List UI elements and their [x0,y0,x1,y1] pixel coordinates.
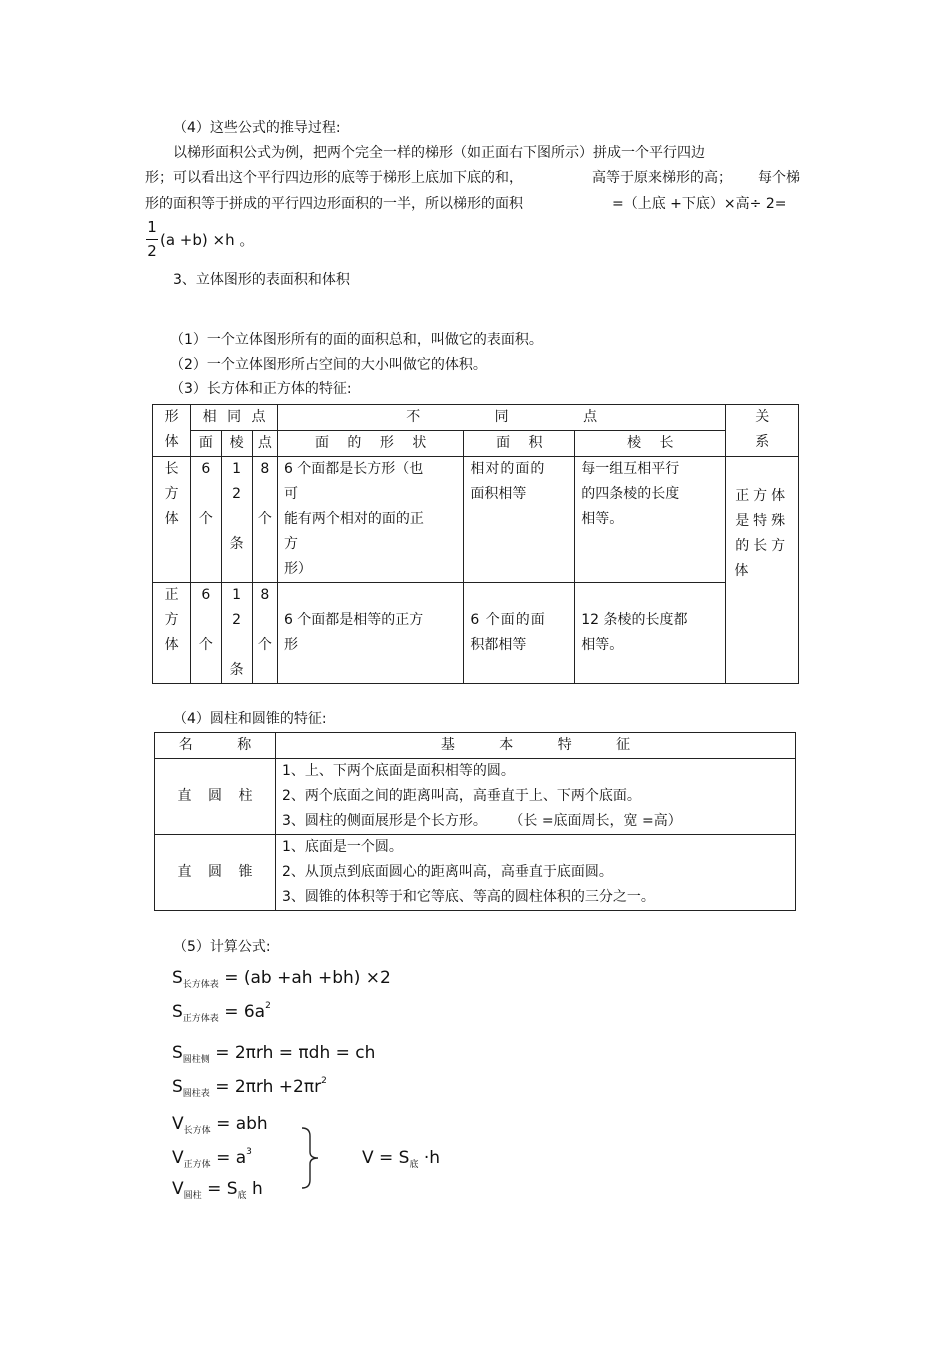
cuboid-face-count [191,457,221,583]
right-brace-icon [298,1126,322,1190]
formula-cube-volume [172,1147,252,1170]
cylinder-feature-1: 1、上、下两个底面是面积相等的圆。 [282,763,515,779]
header-face-shape: 面 的 形 状 [277,431,463,457]
cuboid-vertex-count [252,457,277,583]
formula-7-base-subscript: 底 [237,1191,247,1201]
header-shape [153,405,191,457]
cuboid-name-char-1: 长 [164,461,179,477]
derivation-line-3b: =（上底 +下底）×高÷ 2= [612,196,787,212]
cuboid-cube-table [152,404,799,684]
volume-symbol: V [172,1114,184,1134]
volume-symbol: V [172,1179,184,1199]
table-row-cylinder [155,759,796,835]
formula-cuboid-surface [172,968,391,990]
formula-5-rhs: = abh [216,1114,268,1134]
header-edge: 棱 [221,431,252,457]
cube-length-line-1: 12 条棱的长度都 [581,612,688,628]
header-different-points: 不 同 点 [277,405,725,431]
trapezoid-formula-tail: (a +b) ×h 。 [160,231,255,249]
cone-feature-3: 3、圆锥的体积等于和它等底、等高的圆柱体积的三分之一。 [282,889,655,905]
cube-face-shape [277,583,463,684]
formula-1-rhs: = (ab +ah +bh) ×2 [224,968,391,988]
derivation-line-1: 以梯形面积公式为例，把两个完全一样的梯形（如正面右下图所示）拼成一个平行四边 [173,145,705,161]
cube-edge-count [221,583,252,684]
formulas-title: （5）计算公式: [173,939,271,955]
formula-2-exponent: 2 [265,1001,271,1011]
cube-vertex-unit: 个 [257,637,272,653]
cube-vertex-number: 8 [260,587,270,603]
derivation-line-2a: 形；可以看出这个平行四边形的底等于梯形上底加下底的和， [145,170,523,186]
derivation-heading: （4）这些公式的推导过程: [173,120,341,136]
formula-8-lhs: V = S [362,1148,410,1168]
header-basic-features: 基 本 特 征 [276,733,796,759]
formula-7-subscript: 圆柱 [183,1191,202,1201]
cube-shape-line-1: 6 个面都是相等的正方 [283,612,424,628]
volume-symbol: V [172,1148,184,1168]
cube-name-char-2: 方 [164,612,179,628]
header-edge-length: 棱 长 [575,431,726,457]
header-name: 名 称 [155,733,276,759]
cuboid-face-area [464,457,575,583]
cone-name: 直 圆 锥 [155,835,276,911]
cuboid-shape-line-2: 可 [283,486,298,502]
cube-vertex-count [252,583,277,684]
cuboid-shape-line-5: 形） [283,561,312,577]
fraction-numerator: 1 [147,218,157,236]
formula-6-exponent: 3 [246,1147,252,1157]
relation-line-4: 体 [734,563,753,579]
formula-cylinder-lateral [172,1043,376,1065]
table-row-cone [155,835,796,911]
cuboid-face-number: 6 [201,461,211,477]
cube-length-line-2: 相等。 [581,637,624,653]
formula-cube-surface [172,1001,271,1024]
header-relation-char-1: 关 [755,409,770,425]
cuboid-vertex-unit: 个 [257,511,272,527]
surface-symbol: S [172,968,183,988]
cube-edge-digit-2: 2 [232,612,242,628]
cube-edge-length [575,583,726,684]
cuboid-shape-line-4: 方 [283,536,298,552]
relation-line-1: 正方体 [735,488,790,504]
cylinder-cone-table [154,732,796,911]
cube-edge-unit: 条 [229,662,244,678]
cuboid-name [153,457,191,583]
formula-general-volume [362,1148,441,1170]
cuboid-edge-digit-1: 1 [232,461,242,477]
cylinder-cone-features-title: （4）圆柱和圆锥的特征: [173,711,327,727]
cuboid-shape-line-1: 6 个面都是长方形（也 [283,461,424,477]
cuboid-edge-length [575,457,726,583]
fraction-bar [146,239,158,240]
table-row-cuboid [153,457,799,583]
cube-area-line-2: 积都相等 [470,637,527,653]
formula-8-subscript: 底 [409,1160,419,1170]
formula-2-rhs: = 6a [224,1002,266,1022]
header-face: 面 [191,431,221,457]
cuboid-edge-unit: 条 [229,536,244,552]
derivation-line-2c: 每个梯 [758,170,800,186]
header-same-points: 相 同 点 [191,405,278,431]
surface-symbol: S [172,1077,183,1097]
formula-3-rhs: = 2πrh = πdh = ch [215,1043,376,1063]
cuboid-edge-count [221,457,252,583]
formula-6-rhs: = a [216,1148,247,1168]
relation-cell [726,457,799,684]
cone-features [276,835,796,911]
formula-4-exponent: 2 [321,1076,327,1086]
formula-6-subscript: 正方体 [183,1160,211,1170]
cube-name-char-1: 正 [164,587,179,603]
header-relation-char-2: 系 [755,434,770,450]
formula-cylinder-volume [172,1179,263,1201]
cuboid-length-line-3: 相等。 [581,511,624,527]
cube-face-number: 6 [201,587,211,603]
cuboid-name-char-3: 体 [164,511,179,527]
cube-area-line-1: 6 个面的面 [470,612,546,628]
formula-cylinder-surface [172,1076,327,1099]
header-face-area: 面 积 [464,431,575,457]
cuboid-name-char-2: 方 [164,486,179,502]
cylinder-name: 直 圆 柱 [155,759,276,835]
derivation-line-3a: 形的面积等于拼成的平行四边形面积的一半，所以梯形的面积 [145,196,523,212]
cuboid-area-line-1: 相对的面的 [470,461,546,477]
cube-face-area [464,583,575,684]
formula-2-subscript: 正方体表 [182,1014,219,1024]
relation-line-2: 是特殊 [735,513,790,529]
cube-face-count [191,583,221,684]
surface-area-definition: （1）一个立体图形所有的面的面积总和，叫做它的表面积。 [170,332,543,348]
formula-cuboid-volume [172,1114,268,1136]
header-shape-char-2: 体 [164,434,179,450]
header-vertex: 点 [252,431,277,457]
cylinder-features [276,759,796,835]
surface-symbol: S [172,1043,183,1063]
cuboid-length-line-2: 的四条棱的长度 [581,486,680,502]
derivation-line-2b: 高等于原来梯形的高； [592,170,732,186]
cylinder-feature-3-note: （长 =底面周长，宽 =高） [509,813,682,829]
formula-7-end: h [251,1179,263,1199]
cuboid-shape-line-3: 能有两个相对的面的正 [283,511,424,527]
cuboid-edge-digit-2: 2 [232,486,242,502]
relation-line-3: 的长方 [735,538,790,554]
formula-7-rhs: = S [207,1179,238,1199]
surface-symbol: S [172,1002,183,1022]
cube-name [153,583,191,684]
formula-1-subscript: 长方体表 [182,980,219,990]
header-relation [726,405,799,457]
cone-feature-1: 1、底面是一个圆。 [282,839,403,855]
cube-face-unit: 个 [198,637,213,653]
section-3-title: 3、立体图形的表面积和体积 [173,272,350,288]
fraction-denominator: 2 [147,242,157,260]
formula-3-subscript: 圆柱侧 [182,1055,210,1065]
header-shape-char-1: 形 [164,409,179,425]
formula-5-subscript: 长方体 [183,1126,211,1136]
cuboid-area-line-2: 面积相等 [470,486,527,502]
cube-name-char-3: 体 [164,637,179,653]
cuboid-length-line-1: 每一组互相平行 [581,461,680,477]
cylinder-feature-3: 3、圆柱的侧面展形是个长方形。 [282,813,487,829]
formula-4-rhs: = 2πrh +2πr [215,1077,322,1097]
cuboid-face-unit: 个 [198,511,213,527]
cylinder-feature-3-row [282,809,795,834]
formula-8-end: ·h [423,1148,441,1168]
formula-4-subscript: 圆柱表 [182,1089,210,1099]
cuboid-face-shape [277,457,463,583]
cylinder-feature-2: 2、两个底面之间的距离叫高，高垂直于上、下两个底面。 [282,788,641,804]
cuboid-vertex-number: 8 [260,461,270,477]
one-half-fraction [146,220,160,264]
cube-shape-line-2: 形 [283,637,298,653]
cube-edge-digit-1: 1 [232,587,242,603]
cuboid-cube-features-title: （3）长方体和正方体的特征: [170,381,352,397]
table-row-cube [153,583,799,684]
volume-definition: （2）一个立体图形所占空间的大小叫做它的体积。 [170,357,487,373]
cone-feature-2: 2、从顶点到底面圆心的距离叫高，高垂直于底面圆。 [282,864,613,880]
